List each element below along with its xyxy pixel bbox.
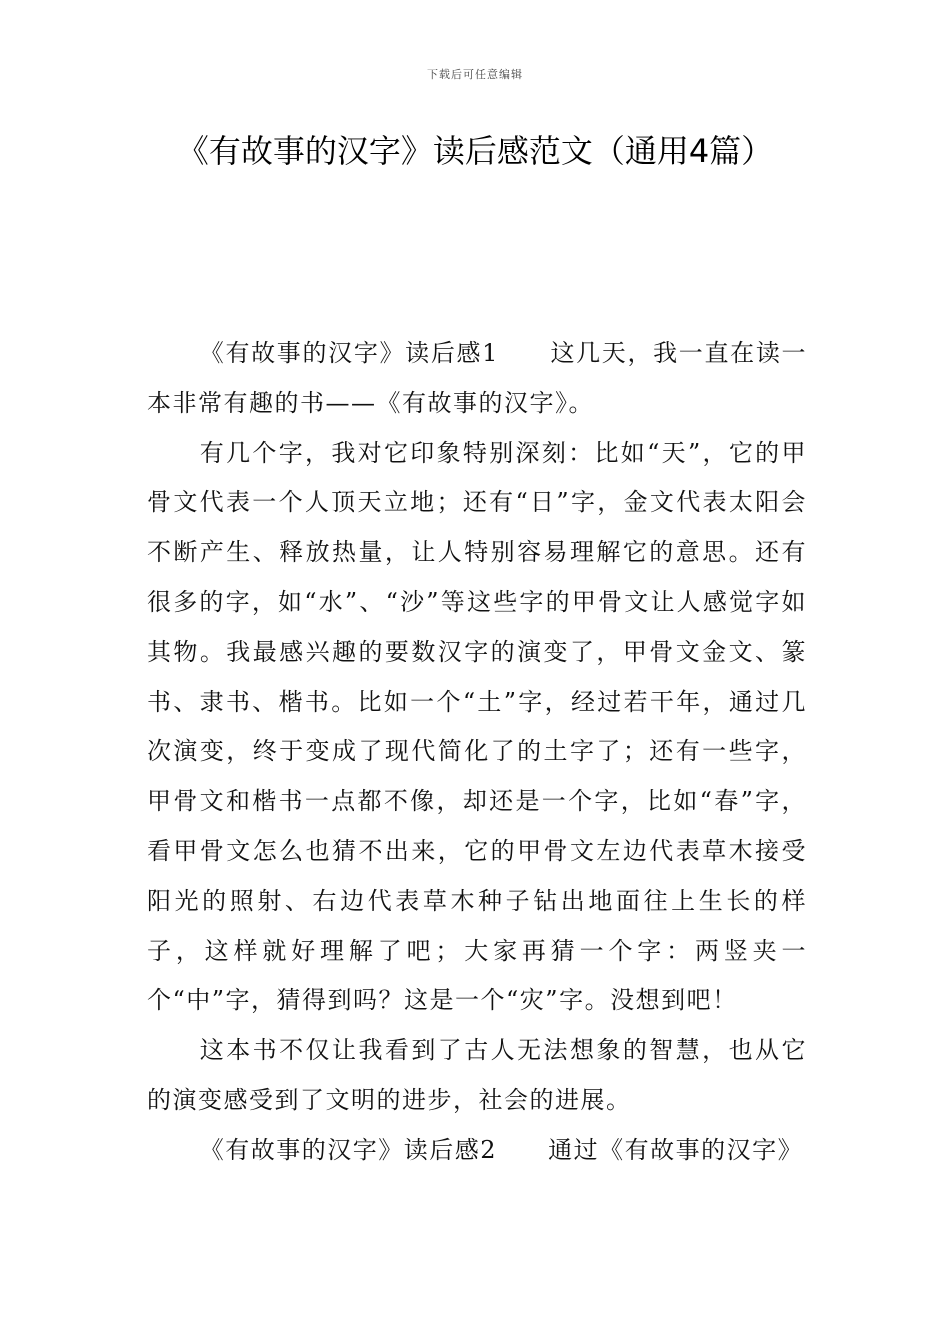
- paragraph-character-examples: 有几个字，我对它印象特别深刻：比如“天”，它的甲骨文代表一个人顶天立地；还有“日”字，金文代表太阳会不断产生、释放热量，让人特别容易理解它的意思。还有很多的字，如“水”、“沙”等这些字的甲骨文让人感觉字如其物。我最感兴趣的要数汉字的演变了，甲骨文金文、篆书、隶书、楷书。比如一个“土”字，经过若干年，通过几次演变，终于变成了现代简化了的土字了；还有一些字，甲骨文和楷书一点都不像，却还是一个字，比如“春”字，看甲骨文怎么也猜不出来，它的甲骨文左边代表草木接受阳光的照射、右边代表草木种子钻出地面往上生长的样子，这样就好理解了吧；大家再猜一个字：两竖夹一个“中”字，猜得到吗？这是一个“灾”字。没想到吧！: [147, 438, 807, 1015]
- document-title: 《有故事的汉字》读后感范文（通用4篇）: [176, 132, 774, 170]
- header-note: 下载后可任意编辑: [427, 68, 523, 81]
- document-body: [147, 329, 807, 1176]
- paragraph-essay-2-intro: 《有故事的汉字》读后感2 通过《有故事的汉字》: [199, 1135, 804, 1164]
- paragraph-essay-1-intro: 《有故事的汉字》读后感1 这几天，我一直在读一本非常有趣的书——《有故事的汉字》。: [147, 339, 807, 417]
- paragraph-conclusion: 这本书不仅让我看到了古人无法想象的智慧，也从它的演变感受到了文明的进步，社会的进展。: [147, 1036, 807, 1114]
